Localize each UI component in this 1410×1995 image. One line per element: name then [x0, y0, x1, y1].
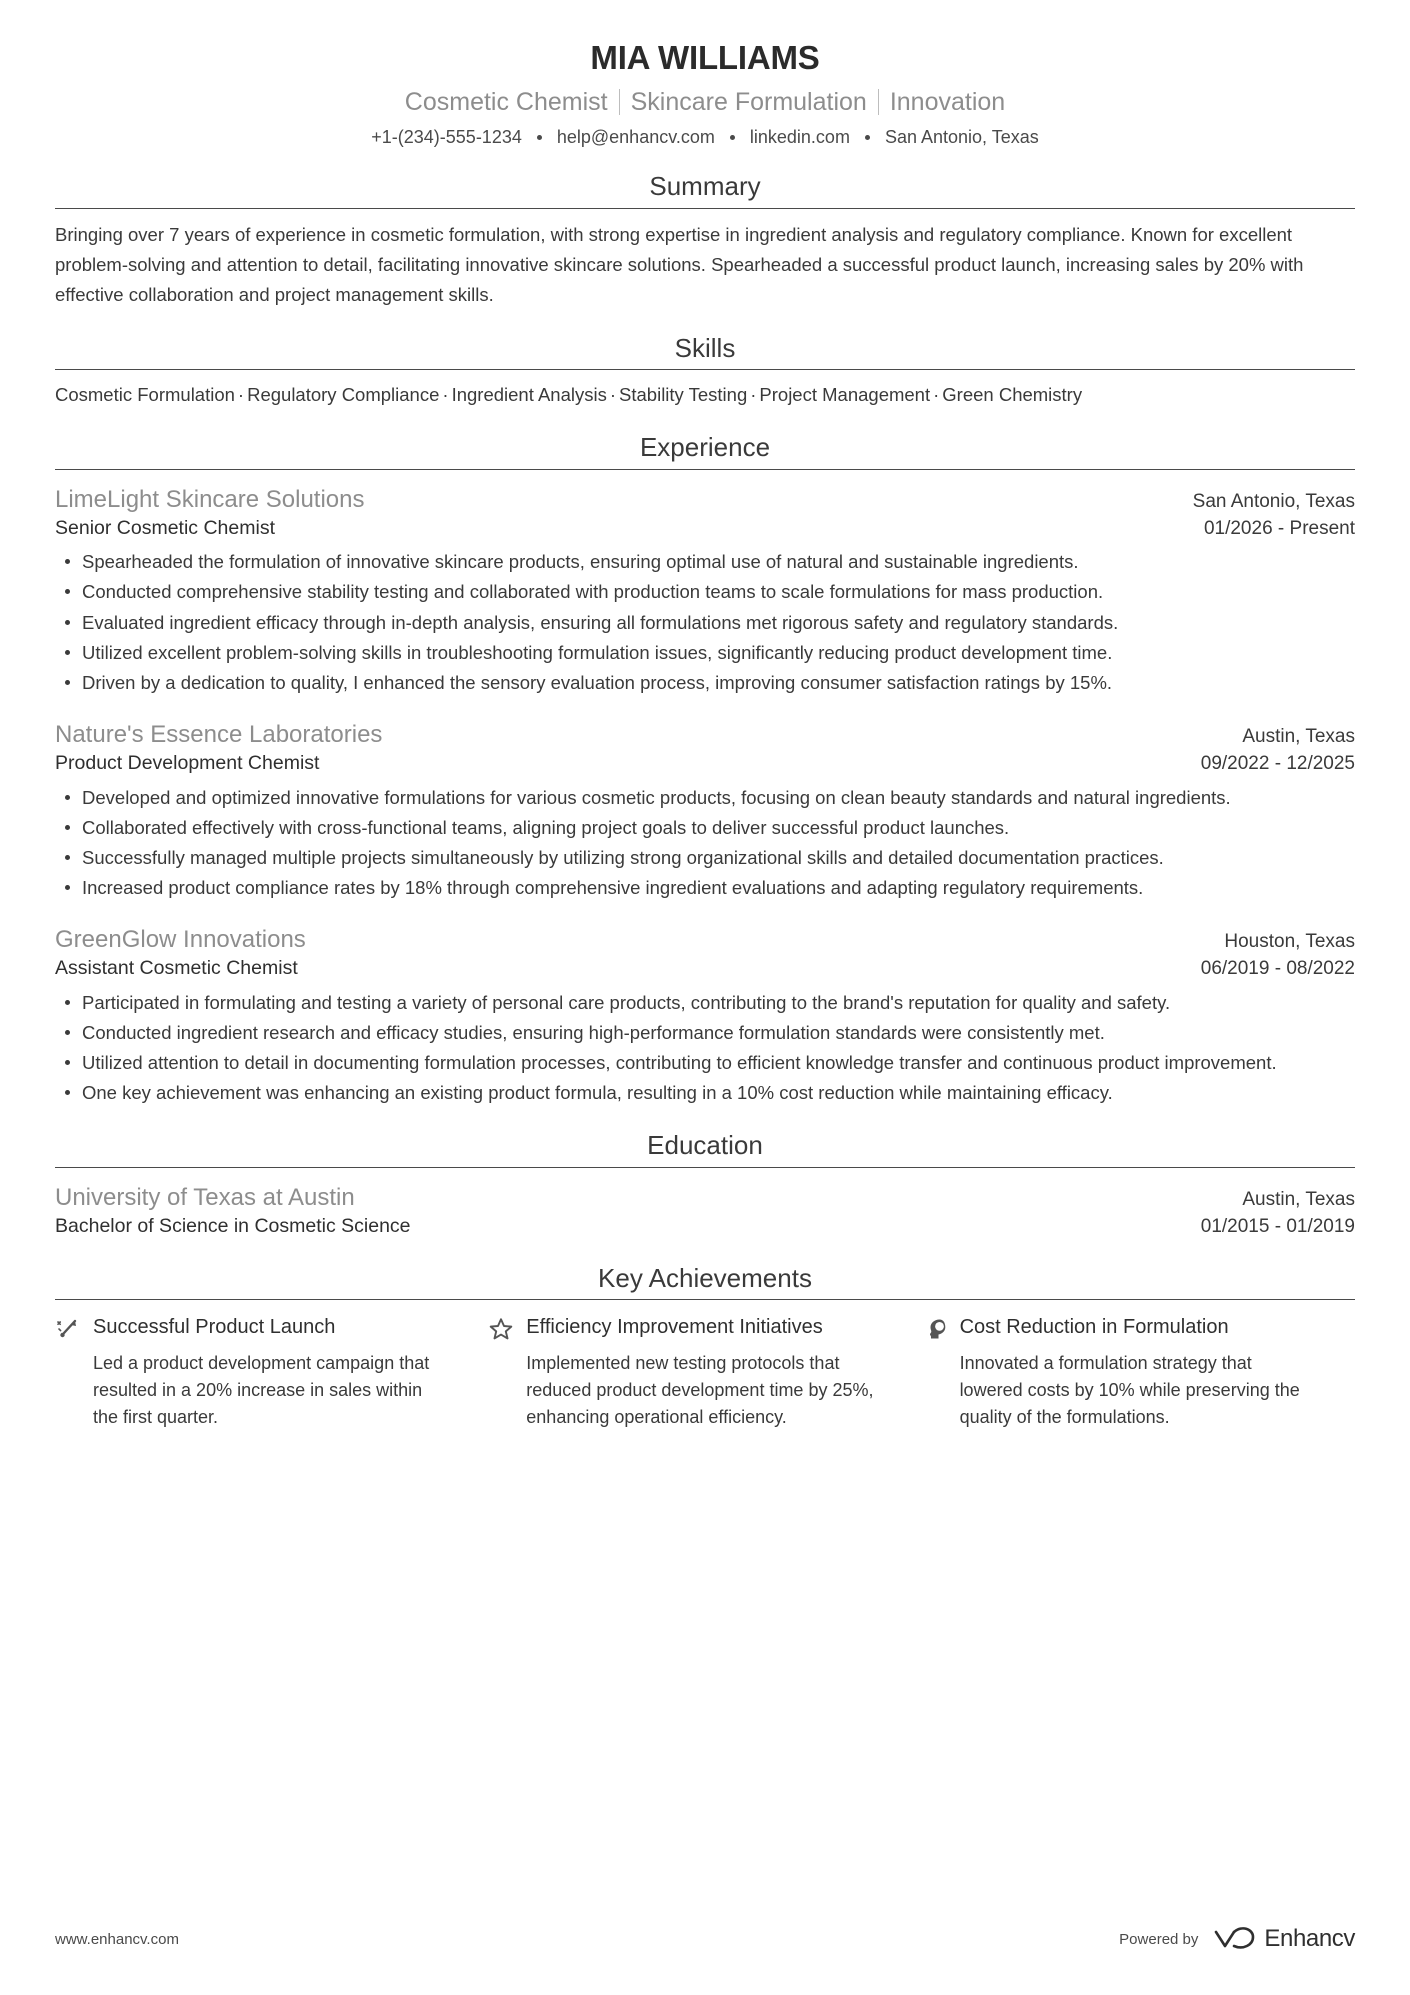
achievement-title: Efficiency Improvement Initiatives: [526, 1316, 823, 1339]
entry-org-row: [55, 484, 1355, 515]
contact-phone: +1-(234)-555-1234: [371, 127, 522, 148]
entry-dates: 01/2015 - 01/2019: [1200, 1216, 1355, 1238]
entry-role: Senior Cosmetic Chemist: [55, 516, 275, 539]
resume-footer: [55, 1925, 1355, 1953]
bullet-item: Evaluated ingredient efficacy through in-depth analysis, ensuring all formulations met rigorous safety and regulatory standards.: [55, 609, 1355, 637]
footer-url[interactable]: www.enhancv.com: [55, 1930, 179, 1948]
skill-item: Regulatory Compliance: [247, 384, 440, 406]
skill-item: Stability Testing: [619, 384, 748, 406]
skill-separator-icon: ·: [442, 384, 449, 406]
achievement-item: [922, 1314, 1355, 1430]
entry-role-row: [55, 955, 1355, 982]
achievement-title: Successful Product Launch: [93, 1316, 336, 1339]
achievement-item: [55, 1314, 488, 1430]
bullet-item: Conducted comprehensive stability testing and collaborated with production teams to scale formulations for mass production.: [55, 578, 1355, 606]
entry-organization: GreenGlow Innovations: [55, 926, 306, 954]
entry-role: Bachelor of Science in Cosmetic Science: [55, 1215, 411, 1238]
achievement-header: [922, 1314, 1317, 1342]
entry-location: Austin, Texas: [1242, 725, 1355, 747]
contact-location: San Antonio, Texas: [884, 127, 1039, 148]
head-idea-icon: [922, 1316, 948, 1342]
skill-item: Project Management: [759, 384, 931, 406]
candidate-name: MIA WILLIAMS: [590, 39, 820, 76]
bullet-item: Increased product compliance rates by 18% through comprehensive ingredient evaluations and adapting regulatory requirements.: [55, 874, 1355, 902]
entry-dates: 09/2022 - 12/2025: [1200, 753, 1355, 775]
entry-role-row: [55, 750, 1355, 777]
education-entries: [55, 1168, 1355, 1240]
achievement-description: Led a product development campaign that resulted in a 20% increase in sales within the first quarter.: [93, 1353, 430, 1427]
bullet-item: One key achievement was enhancing an existing product formula, resulting in a 10% cost reduction while maintaining efficacy.: [55, 1079, 1355, 1107]
achievements-grid: [55, 1300, 1355, 1430]
entry-location: Houston, Texas: [1224, 931, 1355, 953]
skill-item: Ingredient Analysis: [451, 384, 607, 406]
bullet-separator-icon: [730, 135, 735, 140]
contact-email[interactable]: help@enhancv.com: [556, 127, 715, 148]
enhancv-brand-text: Enhancv: [1264, 1925, 1355, 1952]
entry-role-row: [55, 515, 1355, 542]
bullet-separator-icon: [865, 135, 870, 140]
bullet-item: Utilized excellent problem-solving skills in troubleshooting formulation issues, significantly reducing product development time.: [55, 639, 1355, 667]
achievement-header: [488, 1314, 883, 1342]
star-icon: [488, 1316, 514, 1342]
candidate-tagline: [55, 87, 1355, 118]
bullet-item: Driven by a dedication to quality, I enhanced the sensory evaluation process, improving consumer satisfaction ratings by 15%.: [55, 669, 1355, 697]
entry-role-row: [55, 1213, 1355, 1240]
rocket-icon: [55, 1316, 81, 1342]
achievement-description: Innovated a formulation strategy that lowered costs by 10% while preserving the quality of the formulations.: [959, 1353, 1300, 1427]
entry-bullets: [55, 784, 1355, 902]
bullet-item: Participated in formulating and testing a variety of personal care products, contributing to the brand's reputation for quality and safety.: [55, 989, 1355, 1017]
entry-role: Assistant Cosmetic Chemist: [55, 957, 298, 980]
achievement-header: [55, 1314, 450, 1342]
skill-separator-icon: ·: [933, 384, 940, 406]
entry: [55, 1182, 1355, 1240]
bullet-item: Spearheaded the formulation of innovative skincare products, ensuring optimal use of natural and sustainable ingredients.: [55, 548, 1355, 576]
enhancv-mark-icon: [1212, 1926, 1256, 1952]
bullet-item: Collaborated effectively with cross-functional teams, aligning project goals to deliver successful product launches.: [55, 814, 1355, 842]
achievement-title: Cost Reduction in Formulation: [959, 1316, 1229, 1339]
entry-dates: 01/2026 - Present: [1203, 517, 1355, 539]
entry: [55, 719, 1355, 902]
bullet-item: Successfully managed multiple projects simultaneously by utilizing strong organizational skills and detailed documentation practices.: [55, 844, 1355, 872]
skill-separator-icon: ·: [237, 384, 245, 406]
entry-org-row: [55, 1182, 1355, 1213]
tagline-item-1: Skincare Formulation: [630, 87, 867, 116]
section-education: [55, 1131, 1355, 1239]
section-skills: [55, 334, 1355, 409]
bullet-separator-icon: [537, 135, 542, 140]
bullet-item: Utilized attention to detail in documenting formulation processes, contributing to efficient knowledge transfer and continuous product improvement.: [55, 1049, 1355, 1077]
section-title-experience: Experience: [639, 431, 771, 462]
entry-dates: 06/2019 - 08/2022: [1200, 958, 1355, 980]
skills-list: [55, 381, 1355, 409]
tagline-item-2: Innovation: [889, 87, 1006, 116]
footer-powered-by: Powered by: [1119, 1930, 1199, 1948]
entry-role: Product Development Chemist: [55, 752, 320, 775]
entry-location: Austin, Texas: [1242, 1189, 1355, 1211]
entry-org-row: [55, 719, 1355, 750]
entry: [55, 484, 1355, 697]
skill-item: Green Chemistry: [942, 384, 1083, 406]
contact-linkedin[interactable]: linkedin.com: [749, 127, 850, 148]
tagline-item-0: Cosmetic Chemist: [404, 87, 608, 116]
entry-location: San Antonio, Texas: [1192, 490, 1355, 512]
section-achievements: [55, 1264, 1355, 1430]
section-title-education: Education: [647, 1130, 763, 1161]
entry-org-row: [55, 924, 1355, 955]
section-title-achievements: Key Achievements: [598, 1262, 812, 1293]
section-title-summary: Summary: [649, 171, 761, 202]
section-summary: [55, 172, 1355, 310]
section-experience: [55, 433, 1355, 1108]
skill-separator-icon: ·: [750, 384, 757, 406]
entry-organization: University of Texas at Austin: [55, 1184, 355, 1212]
entry-organization: Nature's Essence Laboratories: [55, 720, 383, 748]
experience-entries: [55, 470, 1355, 1108]
bullet-item: Conducted ingredient research and efficacy studies, ensuring high-performance formulation standards were consistently met.: [55, 1019, 1355, 1047]
bullet-item: Developed and optimized innovative formulations for various cosmetic products, focusing on clean beauty standards and natural ingredients.: [55, 784, 1355, 812]
skill-separator-icon: ·: [609, 384, 617, 406]
achievement-description: Implemented new testing protocols that reduced product development time by 25%, enhancing operational efficiency.: [526, 1353, 874, 1427]
enhancv-logo: [1212, 1925, 1355, 1953]
summary-text: Bringing over 7 years of experience in cosmetic formulation, with strong expertise in ingredient analysis and regulatory compliance. Known for excellent problem-solving and attention to detail, facilitating innovative skincare solutions. Spearheaded a successful product launch, increasing sales by 20% with effective collaboration and project management skills.: [55, 223, 1304, 305]
achievement-item: [488, 1314, 921, 1430]
resume-header: [55, 38, 1355, 148]
entry: [55, 924, 1355, 1107]
skill-item: Cosmetic Formulation: [55, 384, 235, 406]
entry-bullets: [55, 989, 1355, 1107]
entry-organization: LimeLight Skincare Solutions: [55, 485, 365, 513]
contact-line: [55, 127, 1355, 148]
entry-bullets: [55, 548, 1355, 697]
section-title-skills: Skills: [674, 332, 736, 363]
